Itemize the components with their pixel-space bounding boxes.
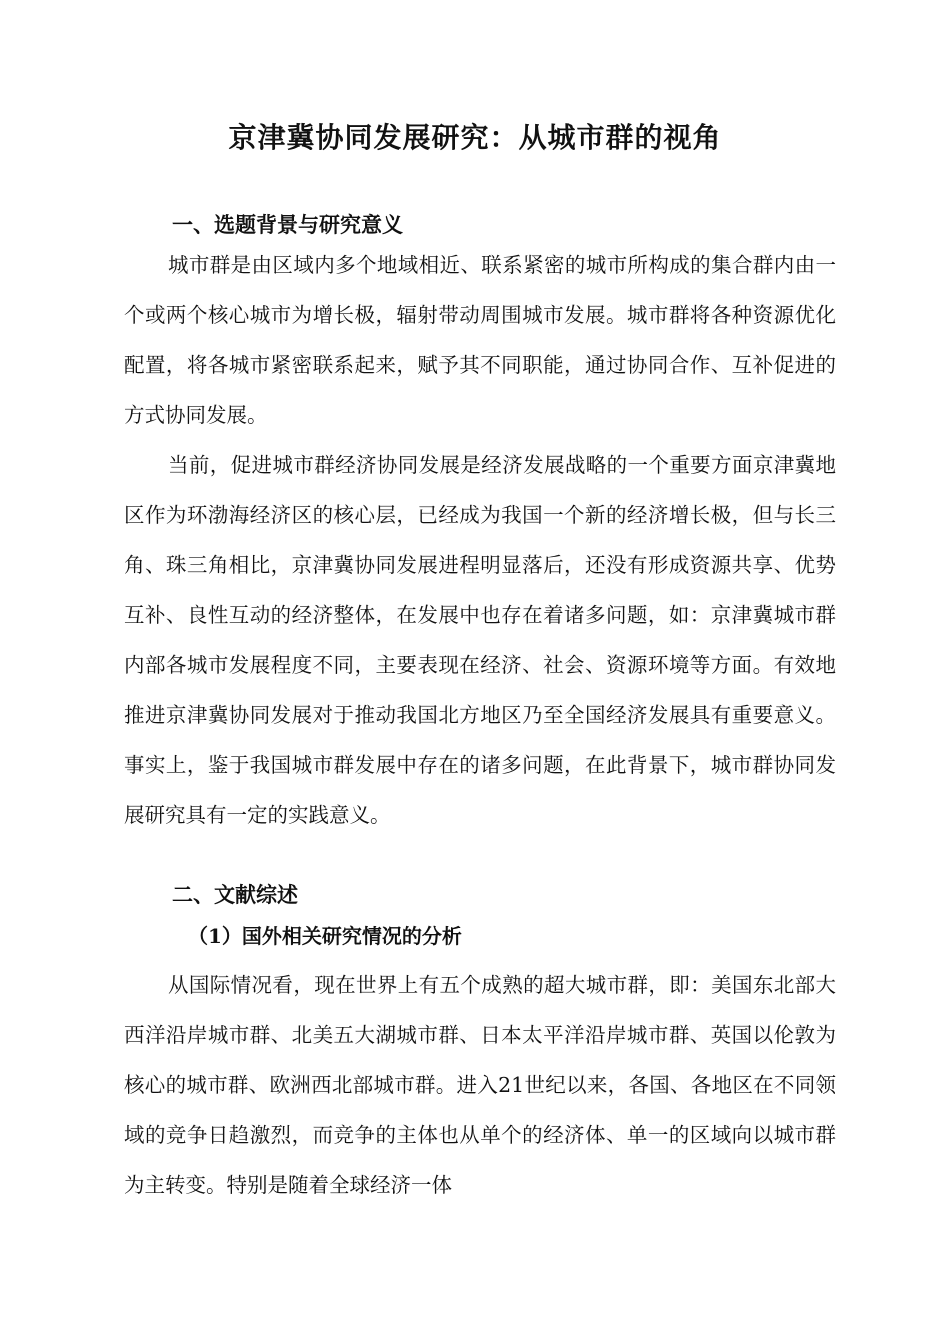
section-heading-literature-review: 二、文献综述 bbox=[172, 883, 298, 907]
paragraph-current-situation: 当前，促进城市群经济协同发展是经济发展战略的一个重要方面京津冀地区作为环渤海经济区的核心层，已经成为我国一个新的经济增长极，但与长三角、珠三角相比，京津冀协同发展进程明显落后，还没有形成资源共享、优势互补、良性互动的经济整体，在发展中也存在着诸多问题，如：京津冀城市群内部各城市发展程度不同，主要表现在经济、社会、资源环境等方面。有效地推进京津冀协同发展对于推动我国北方地区乃至全国经济发展具有重要意义。事实上，鉴于我国城市群发展中存在的诸多问题，在此背景下，城市群协同发展研究具有一定的实践意义。 bbox=[124, 453, 836, 827]
document-title: 京津冀协同发展研究：从城市群的视角 bbox=[228, 121, 722, 154]
paragraph-urban-agglomeration-definition: 城市群是由区域内多个地域相近、联系紧密的城市所构成的集合群内由一个或两个核心城市为增长极，辐射带动周围城市发展。城市群将各种资源优化配置，将各城市紧密联系起来，赋予其不同职能，通过协同合作、互补促进的方式协同发展。 bbox=[124, 253, 836, 427]
paragraph-international-situation: 从国际情况看，现在世界上有五个成熟的超大城市群，即：美国东北部大西洋沿岸城市群、北美五大湖城市群、日本太平洋沿岸城市群、英国以伦敦为核心的城市群、欧洲西北部城市群。进入21世纪以来，各国、各地区在不同领域的竞争日趋激烈，而竞争的主体也从单个的经济体、单一的区域向以城市群为主转变。特别是随着全球经济一体 bbox=[124, 973, 836, 1197]
section-heading-background: 一、选题背景与研究意义 bbox=[172, 213, 403, 237]
subheading-foreign-research: （1）国外相关研究情况的分析 bbox=[188, 924, 462, 948]
